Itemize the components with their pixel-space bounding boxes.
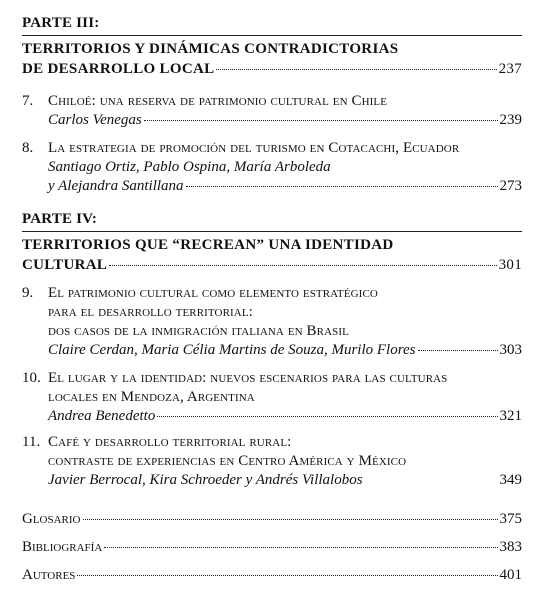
chapter-9-title-line3: dos casos de la inmigración italiana en Brasil [48, 323, 349, 339]
chapter-7-page: 239 [499, 112, 522, 128]
chapter-9-title-line1: El patrimonio cultural como elemento estratégico [48, 285, 378, 301]
chapter-10-author-row [48, 407, 522, 426]
chapter-7-number: 7. [22, 93, 34, 109]
chapter-10-page: 321 [499, 408, 522, 424]
leader-dots [216, 69, 496, 70]
toc-entry-bibliografia [22, 539, 522, 556]
part-3-page: 237 [498, 61, 522, 77]
toc-entry-chapter-10 [22, 369, 522, 426]
chapter-11-author: Javier Berrocal, Kira Schroeder y Andrés Villalobos [48, 472, 363, 488]
chapter-8-number: 8. [22, 140, 34, 156]
glosario-label: Glosario [22, 511, 81, 527]
part-4-page: 301 [498, 257, 522, 273]
toc-entry-chapter-9 [22, 284, 522, 360]
chapter-11-number: 11. [22, 434, 41, 450]
part-3-section [22, 14, 522, 79]
chapter-10-title-line2: locales en Mendoza, Argentina [48, 389, 255, 405]
chapter-10-title-line1: El lugar y la identidad: nuevos escenarios para las culturas [48, 370, 448, 386]
chapter-9-number: 9. [22, 285, 34, 301]
autores-page: 401 [499, 567, 522, 583]
part-4-section [22, 210, 522, 275]
chapter-9-author: Claire Cerdan, Maria Célia Martins de Souza, Murilo Flores [48, 342, 416, 358]
leader-dots [83, 519, 498, 520]
chapter-11-author-row [48, 471, 522, 490]
leader-dots [104, 547, 497, 548]
toc-entry-autores [22, 567, 522, 584]
part-3-rule [22, 35, 522, 36]
chapter-7-title: Chiloé: una reserva de patrimonio cultural en Chile [48, 93, 388, 109]
chapter-8-author-row [48, 177, 522, 196]
glosario-page: 375 [499, 511, 522, 527]
chapter-7-author-row [48, 111, 522, 130]
leader-dots [186, 186, 498, 187]
part-3-title-line2: DE DESARROLLO LOCAL [22, 61, 215, 77]
toc-entry-chapter-7 [22, 92, 522, 130]
chapter-9-author-row [48, 341, 522, 360]
chapter-10-number: 10. [22, 370, 41, 386]
part-4-rule [22, 231, 522, 232]
toc-entry-glosario [22, 511, 522, 528]
leader-dots [77, 575, 497, 576]
autores-label: Autores [22, 567, 76, 583]
chapter-11-title-line1: Café y desarrollo territorial rural: [48, 434, 292, 450]
part-4-label: PARTE IV: [22, 211, 98, 227]
chapter-8-title: La estrategia de promoción del turismo en Cotacachi, Ecuador [48, 140, 460, 156]
chapter-9-page: 303 [499, 342, 522, 358]
leader-dots [109, 265, 496, 266]
chapter-8-page: 273 [499, 178, 522, 194]
leader-dots [144, 120, 498, 121]
part-3-title-line1: TERRITORIOS Y DINÁMICAS CONTRADICTORIAS [22, 41, 399, 57]
toc-entry-chapter-11 [22, 433, 522, 490]
leader-dots [157, 416, 497, 417]
chapter-7-author: Carlos Venegas [48, 112, 142, 128]
bibliografia-page: 383 [499, 539, 522, 555]
back-matter [22, 511, 522, 584]
toc-entry-chapter-8 [22, 139, 522, 196]
part-4-title-line1: TERRITORIOS QUE “RECREAN” UNA IDENTIDAD [22, 237, 394, 253]
part-3-title-row [22, 59, 522, 79]
leader-dots [418, 350, 498, 351]
part-4-title-row [22, 255, 522, 275]
part-4-title-line2: CULTURAL [22, 257, 108, 273]
part-3-label: PARTE III: [22, 15, 100, 31]
chapter-9-title-line2: para el desarrollo territorial: [48, 304, 253, 320]
chapter-8-author-line1: Santiago Ortiz, Pablo Ospina, María Arboleda [48, 159, 331, 175]
chapter-8-author-line2: y Alejandra Santillana [48, 178, 184, 194]
chapter-10-author: Andrea Benedetto [48, 408, 156, 424]
chapter-11-title-line2: contraste de experiencias en Centro América y México [48, 453, 407, 469]
chapter-11-page: 349 [499, 472, 522, 488]
bibliografia-label: Bibliografía [22, 539, 103, 555]
